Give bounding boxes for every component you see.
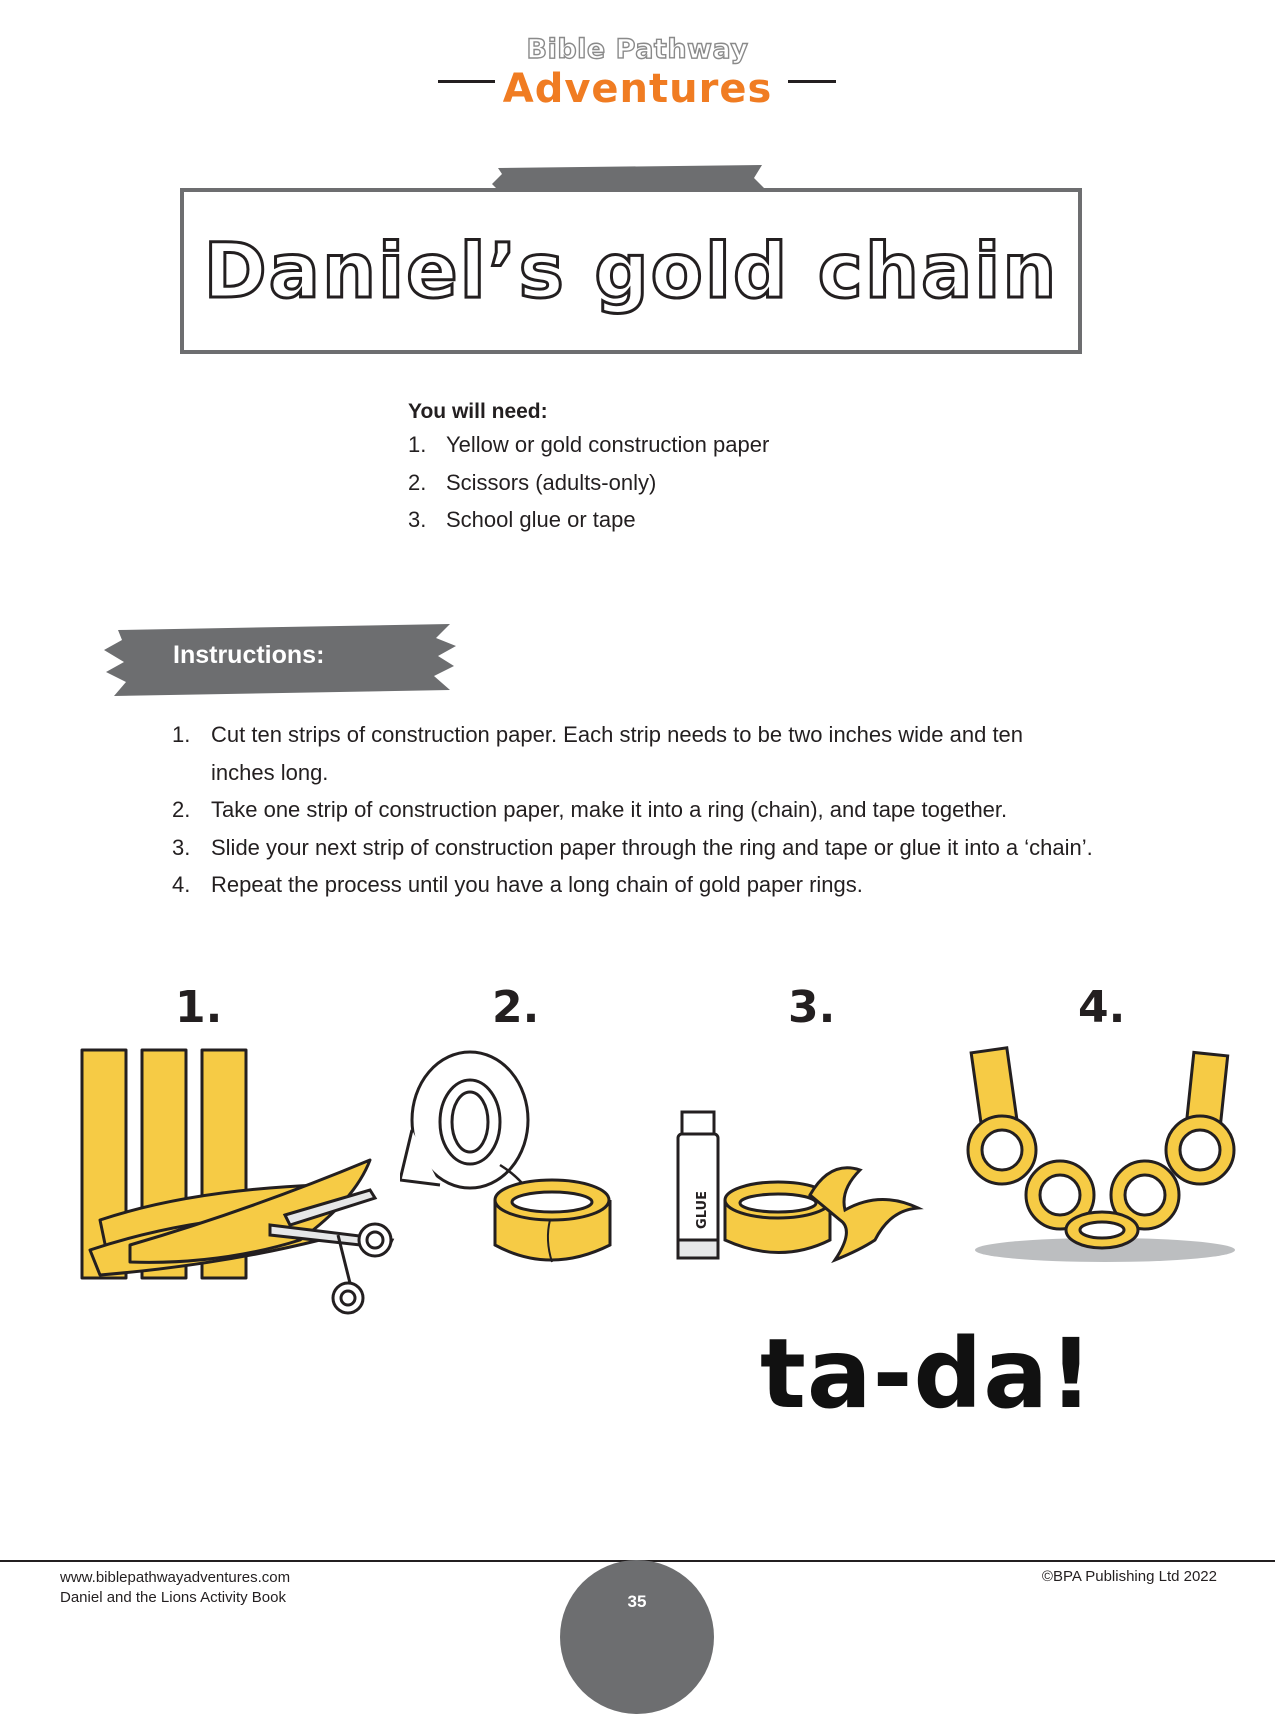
tape-roll-ring-illustration <box>400 1050 650 1270</box>
instructions-list <box>172 716 1132 904</box>
list-item <box>408 507 769 545</box>
list-item <box>172 866 1132 904</box>
instructions-label: Instructions: <box>173 641 325 669</box>
gold-chain-illustration <box>960 1040 1240 1270</box>
list-item-number: 1. <box>408 432 427 457</box>
materials-list <box>408 432 769 545</box>
step-number: 4. <box>172 872 191 897</box>
list-item-number: 3. <box>408 507 427 532</box>
list-item-text: School glue or tape <box>446 507 636 532</box>
step-number: 2. <box>172 797 191 822</box>
page-number: 35 <box>627 1592 647 1611</box>
page-title: Daniel’s gold chain <box>203 226 1059 315</box>
step-text: Cut ten strips of construction paper. Each strip needs to be two inches wide and ten inches long. <box>211 722 1024 785</box>
list-item <box>172 791 1132 829</box>
step-number: 1. <box>172 722 191 747</box>
list-item-text: Scissors (adults-only) <box>446 469 657 495</box>
footer-book-title: Daniel and the Lions Activity Book <box>60 1589 286 1606</box>
step-text: Repeat the process until you have a long chain of gold paper rings. <box>211 872 863 897</box>
list-item <box>172 716 1132 791</box>
paper-strips-scissors-illustration <box>70 1040 410 1320</box>
footer-left <box>60 1568 290 1608</box>
illustration-label-3: 3. <box>788 982 836 1033</box>
logo-text-bottom: Adventures <box>502 66 773 112</box>
step-number: 3. <box>172 834 191 860</box>
list-item <box>172 829 1132 867</box>
tada-text: ta-da! <box>760 1318 1094 1430</box>
list-item-number: 2. <box>408 469 427 495</box>
illustration-label-2: 2. <box>492 982 540 1033</box>
list-item <box>408 470 769 508</box>
list-item <box>408 432 769 470</box>
illustration-label-1: 1. <box>175 982 223 1033</box>
logo-text-top: Bible Pathway <box>526 34 749 65</box>
footer-copyright: ©BPA Publishing Ltd 2022 <box>1041 1568 1217 1585</box>
step-text: Take one strip of construction paper, make it into a ring (chain), and tape together. <box>211 797 1008 822</box>
illustration-label-4: 4. <box>1078 982 1126 1033</box>
footer-website: www.biblepathwayadventures.com <box>60 1569 291 1586</box>
list-item-text: Yellow or gold construction paper <box>446 432 770 457</box>
glue-label: GLUE <box>695 1191 710 1229</box>
page-number-badge <box>560 1560 714 1714</box>
materials-heading: You will need: <box>408 400 548 423</box>
step-text: Slide your next strip of construction paper through the ring and tape or glue it into a ‘chain’. <box>211 834 1093 860</box>
glue-stick-ring-illustration <box>670 1100 930 1270</box>
